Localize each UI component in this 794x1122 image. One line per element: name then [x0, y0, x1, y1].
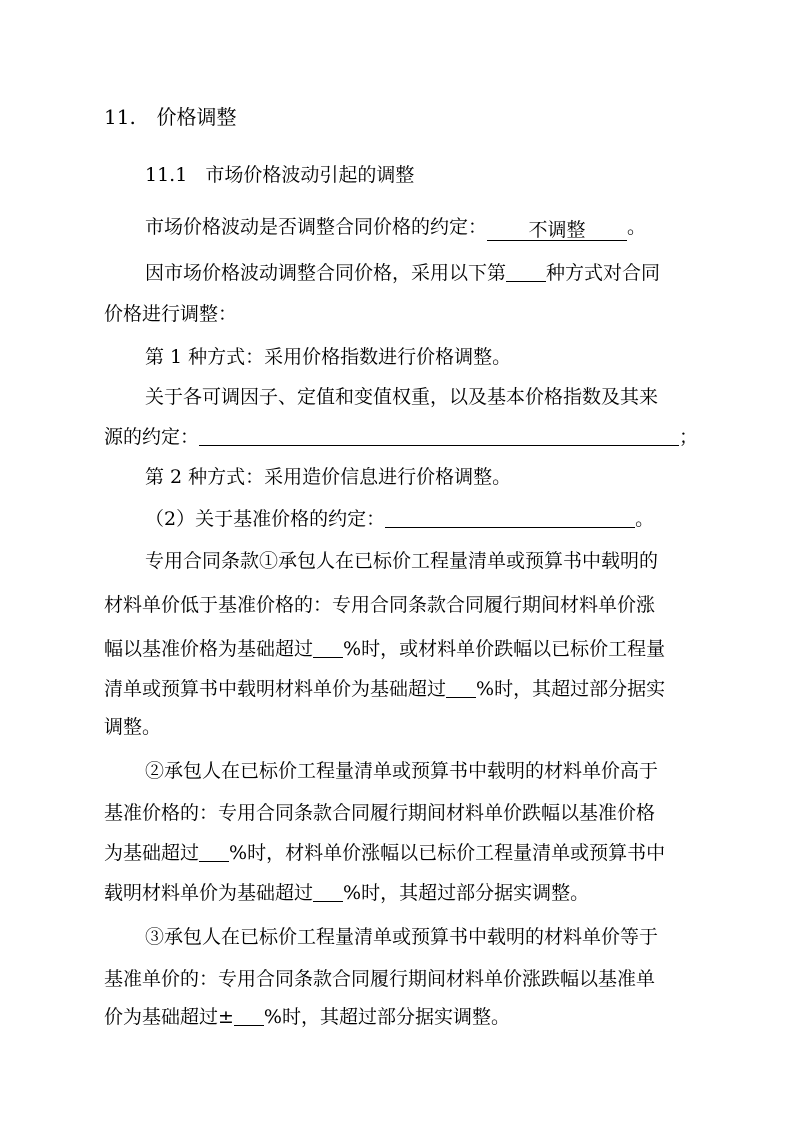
- clause-2-blank-b: [313, 881, 343, 902]
- method-2-heading: 第 2 种方式：采用造价信息进行价格调整。: [145, 466, 512, 488]
- factors-line2: 源的约定： ；: [104, 426, 699, 448]
- clause-1-line4: 清单或预算书中载明材料单价为基础超过 %时，其超过部分据实: [104, 678, 666, 700]
- clause-3-line1: ③承包人在已标价工程量清单或预算书中载明的材料单价等于: [145, 926, 659, 948]
- clause-2-line3: 为基础超过 %时，材料单价涨幅以已标价工程量清单或预算书中: [104, 842, 666, 864]
- method-select-line2: 价格进行调整：: [104, 303, 238, 325]
- base-price-line: （2）关于基准价格的约定： 。: [145, 508, 655, 530]
- subsection-title: 市场价格波动引起的调整: [205, 164, 415, 186]
- adjust-agreement-value: 不调整: [487, 220, 627, 241]
- section-title: 价格调整: [156, 105, 237, 129]
- factors-blank: [199, 425, 679, 446]
- clause-1-blank-a: [313, 637, 343, 658]
- clause-1-blank-b: [446, 677, 476, 698]
- method-select-line1: 因市场价格波动调整合同价格，采用以下第 种方式对合同: [145, 262, 661, 284]
- clause-3-line2: 基准单价的：专用合同条款合同履行期间材料单价涨跌幅以基准单: [104, 968, 656, 990]
- clause-1-line5: 调整。: [104, 716, 162, 738]
- subsection-number: 11.1: [145, 164, 188, 186]
- clause-2-line1: ②承包人在已标价工程量清单或预算书中载明的材料单价高于: [145, 760, 659, 782]
- factors-line1: 关于各可调因子、定值和变值权重，以及基本价格指数及其来: [145, 386, 659, 408]
- clause-2-line2: 基准价格的：专用合同条款合同履行期间材料单价跌幅以基准价格: [104, 802, 656, 824]
- clause-3-blank: [234, 1005, 264, 1026]
- clause-1-line1: 专用合同条款①承包人在已标价工程量清单或预算书中载明的: [145, 550, 659, 572]
- section-heading: [104, 104, 237, 130]
- adjust-agreement-line: 市场价格波动是否调整合同价格的约定： 不调整 。: [145, 216, 647, 241]
- clause-1-line2: 材料单价低于基准价格的：专用合同条款合同履行期间材料单价涨: [104, 594, 656, 616]
- clause-2-line4: 载明材料单价为基础超过 %时，其超过部分据实调整。: [104, 882, 590, 904]
- clause-3-line3: 价为基础超过± %时，其超过部分据实调整。: [104, 1006, 510, 1028]
- clause-2-blank-a: [199, 841, 229, 862]
- method-1-heading: 第 1 种方式：采用价格指数进行价格调整。: [145, 346, 512, 368]
- base-price-blank: [385, 507, 635, 528]
- subsection-heading: [145, 162, 414, 188]
- clause-1-line3: 幅以基准价格为基础超过 %时，或材料单价跌幅以已标价工程量: [104, 638, 666, 660]
- section-number: 11.: [104, 105, 136, 129]
- method-number-blank: [506, 261, 546, 282]
